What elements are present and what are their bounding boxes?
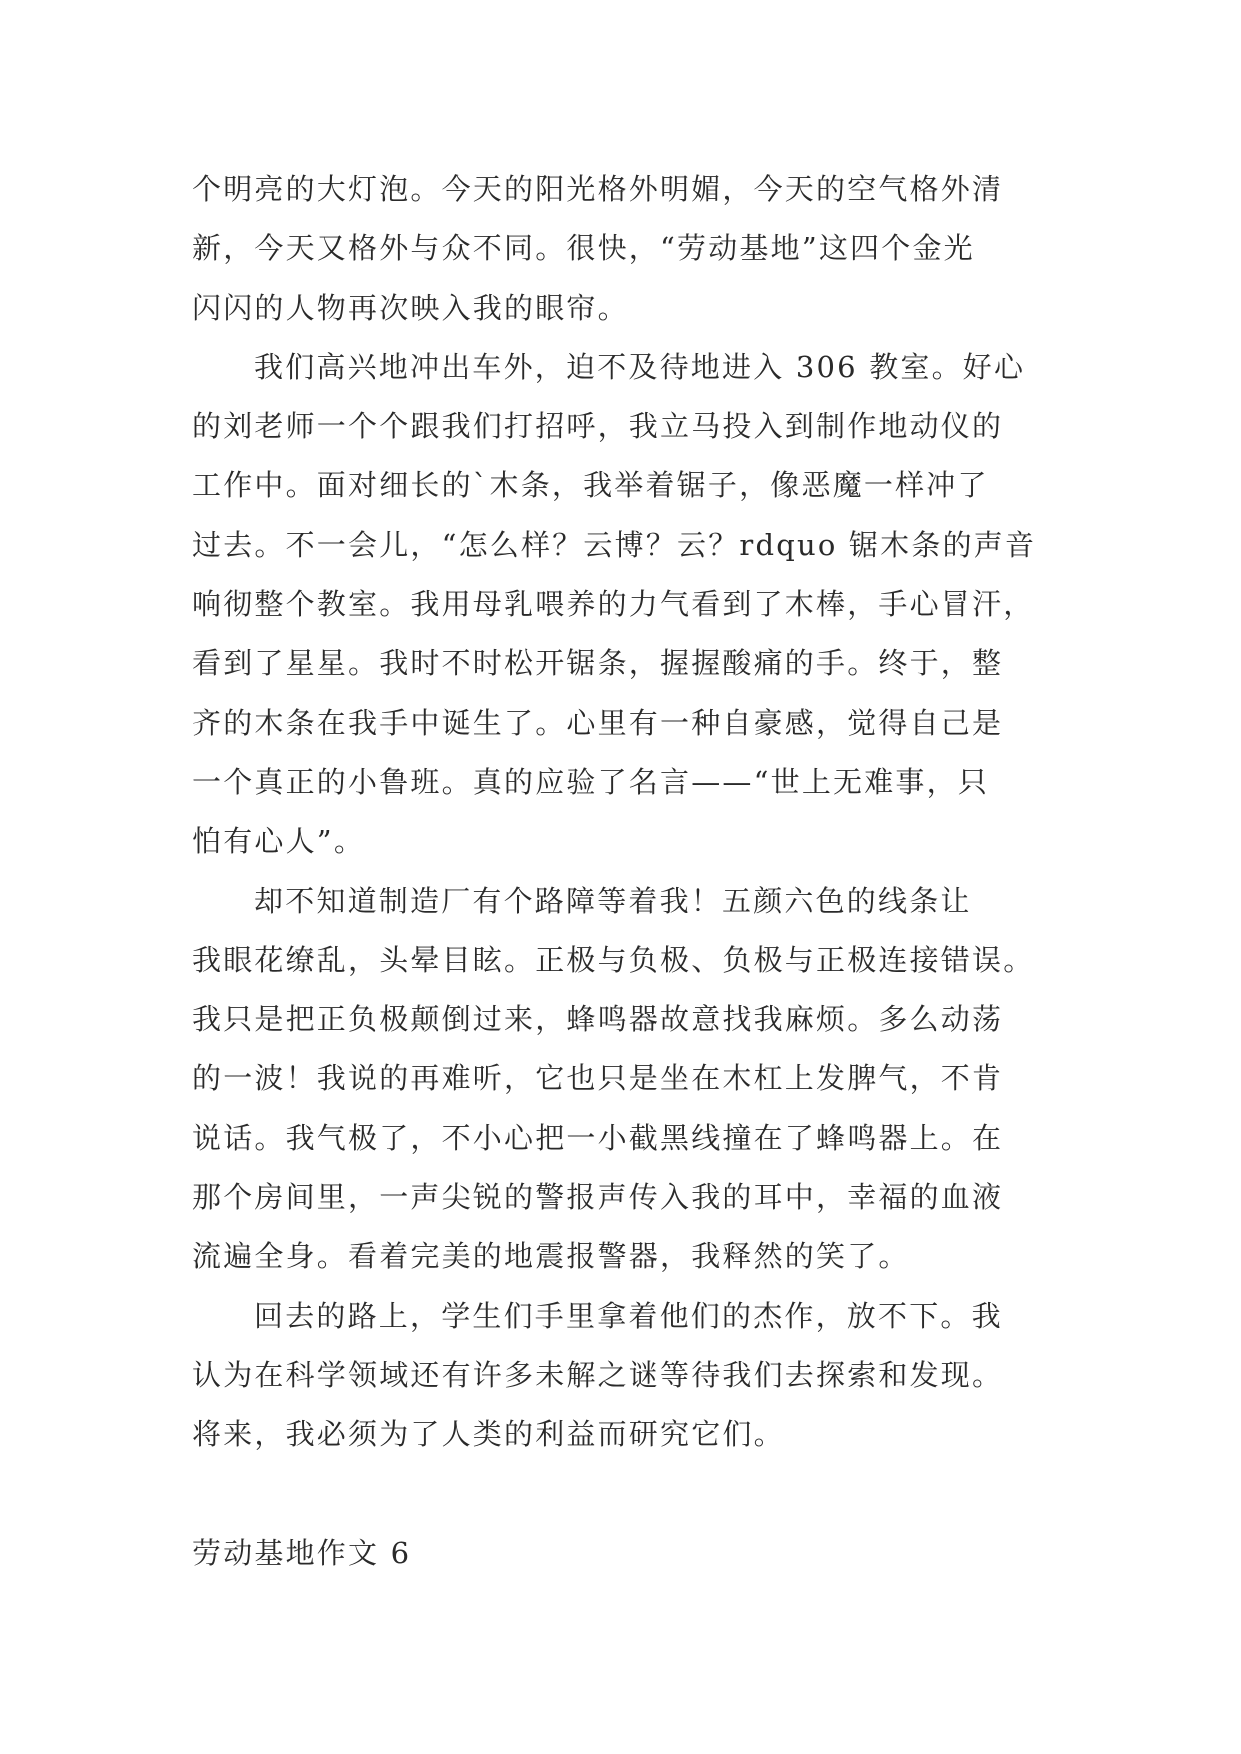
paragraph-line: 齐的木条在我手中诞生了。心里有一种自豪感，觉得自己是 (192, 705, 1004, 740)
document-body (192, 160, 1052, 1583)
paragraph-3 (192, 872, 1052, 1287)
paragraph-line: 我们高兴地冲出车外，迫不及待地进入 306 教室。好心 (254, 349, 1026, 384)
paragraph-2 (192, 338, 1052, 872)
blank-line (192, 1465, 1052, 1524)
paragraph-line: 的刘老师一个个跟我们打招呼，我立马投入到制作地动仪的 (192, 409, 1004, 444)
paragraph-line: 闪闪的人物再次映入我的眼帘。 (192, 290, 629, 325)
section-heading: 劳动基地作文 6 (192, 1535, 412, 1570)
paragraph-line: 那个房间里，一声尖锐的警报声传入我的耳中，幸福的血液 (192, 1180, 1004, 1215)
paragraph-1 (192, 160, 1052, 338)
paragraph-line: 一个真正的小鲁班。真的应验了名言——“世上无难事，只 (192, 764, 990, 799)
paragraph-line: 怕有心人”。 (192, 824, 366, 859)
paragraph-line: 认为在科学领域还有许多未解之谜等待我们去探索和发现。 (192, 1357, 1004, 1392)
paragraph-line: 流遍全身。看着完美的地震报警器，我释然的笑了。 (192, 1239, 910, 1274)
paragraph-line: 响彻整个教室。我用母乳喂养的力气看到了木棒，手心冒汗， (192, 587, 1035, 622)
paragraph-line: 新，今天又格外与众不同。很快，“劳动基地”这四个金光 (192, 231, 975, 266)
paragraph-line: 的一波！我说的再难听，它也只是坐在木杠上发脾气，不肯 (192, 1061, 1004, 1096)
paragraph-line: 看到了星星。我时不时松开锯条，握握酸痛的手。终于，整 (192, 646, 1004, 681)
paragraph-line: 我只是把正负极颠倒过来，蜂鸣器故意找我麻烦。多么动荡 (192, 1002, 1004, 1037)
paragraph-line: 回去的路上，学生们手里拿着他们的杰作，放不下。我 (254, 1298, 1003, 1333)
paragraph-line: 我眼花缭乱，头晕目眩。正极与负极、负极与正极连接错误。 (192, 942, 1035, 977)
paragraph-line: 将来，我必须为了人类的利益而研究它们。 (192, 1417, 785, 1452)
paragraph-line: 说话。我气极了，不小心把一小截黑线撞在了蜂鸣器上。在 (192, 1120, 1004, 1155)
paragraph-line: 工作中。面对细长的`木条，我举着锯子，像恶魔一样冲了 (192, 468, 989, 503)
paragraph-line: 个明亮的大灯泡。今天的阳光格外明媚，今天的空气格外清 (192, 172, 1004, 206)
paragraph-line: 过去。不一会儿，“怎么样？云博？云？rdquo 锯木条的声音 (192, 527, 1037, 562)
paragraph-line: 却不知道制造厂有个路障等着我！五颜六色的线条让 (254, 883, 972, 918)
paragraph-4 (192, 1287, 1052, 1465)
